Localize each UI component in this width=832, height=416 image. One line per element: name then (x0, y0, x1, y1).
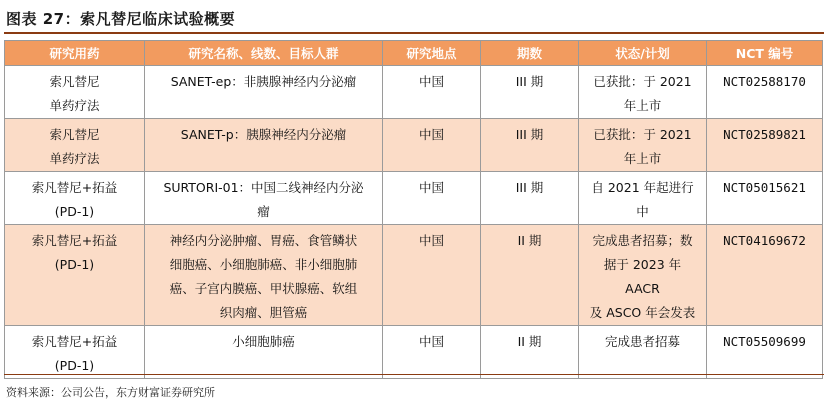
cell-status: 已获批：于 2021 年上市 (579, 119, 707, 172)
cell-drug: 索凡替尼+拓益 (PD-1) (5, 172, 145, 225)
cell-location: 中国 (383, 225, 481, 326)
cell-drug: 索凡替尼 单药疗法 (5, 119, 145, 172)
cell-phase: III 期 (481, 172, 579, 225)
cell-location: 中国 (383, 119, 481, 172)
header-status: 状态/计划 (579, 41, 707, 66)
header-phase: 期数 (481, 41, 579, 66)
cell-nct: NCT04169672 (707, 225, 823, 326)
cell-nct: NCT02588170 (707, 66, 823, 119)
title-divider (4, 32, 824, 34)
header-study: 研究名称、线数、目标人群 (145, 41, 383, 66)
cell-study: SANET-ep：非胰腺神经内分泌瘤 (145, 66, 383, 119)
source-note: 资料来源：公司公告，东方财富证券研究所 (6, 386, 215, 399)
cell-study: 小细胞肺癌 (145, 326, 383, 379)
header-drug: 研究用药 (5, 41, 145, 66)
cell-location: 中国 (383, 326, 481, 379)
table-row (5, 225, 823, 326)
header-nct: NCT 编号 (707, 41, 823, 66)
cell-study: 神经内分泌肿瘤、胃癌、食管鳞状 细胞癌、小细胞肺癌、非小细胞肺 癌、子宫内膜癌、甲状腺癌、软组 织肉瘤、胆管癌 (145, 225, 383, 326)
cell-study: SURTORI-01：中国二线神经内分泌 瘤 (145, 172, 383, 225)
table-row (5, 119, 823, 172)
clinical-trials-table (4, 40, 823, 379)
cell-status: 完成患者招募；数 据于 2023 年 AACR 及 ASCO 年会发表 (579, 225, 707, 326)
header-location: 研究地点 (383, 41, 481, 66)
cell-nct: NCT02589821 (707, 119, 823, 172)
cell-status: 已获批：于 2021 年上市 (579, 66, 707, 119)
cell-drug: 索凡替尼+拓益 (PD-1) (5, 225, 145, 326)
table-header-row (5, 41, 823, 66)
cell-drug: 索凡替尼 单药疗法 (5, 66, 145, 119)
cell-phase: III 期 (481, 66, 579, 119)
cell-status: 完成患者招募 (579, 326, 707, 379)
table-row (5, 66, 823, 119)
table-row (5, 172, 823, 225)
cell-drug: 索凡替尼+拓益 (PD-1) (5, 326, 145, 379)
cell-location: 中国 (383, 66, 481, 119)
cell-phase: III 期 (481, 119, 579, 172)
table-row (5, 326, 823, 379)
cell-phase: II 期 (481, 225, 579, 326)
cell-nct: NCT05509699 (707, 326, 823, 379)
figure-title: 图表 27：索凡替尼临床试验概要 (6, 10, 236, 28)
cell-phase: II 期 (481, 326, 579, 379)
cell-location: 中国 (383, 172, 481, 225)
cell-status: 自 2021 年起进行 中 (579, 172, 707, 225)
cell-study: SANET-p：胰腺神经内分泌瘤 (145, 119, 383, 172)
bottom-divider (4, 374, 824, 375)
cell-nct: NCT05015621 (707, 172, 823, 225)
